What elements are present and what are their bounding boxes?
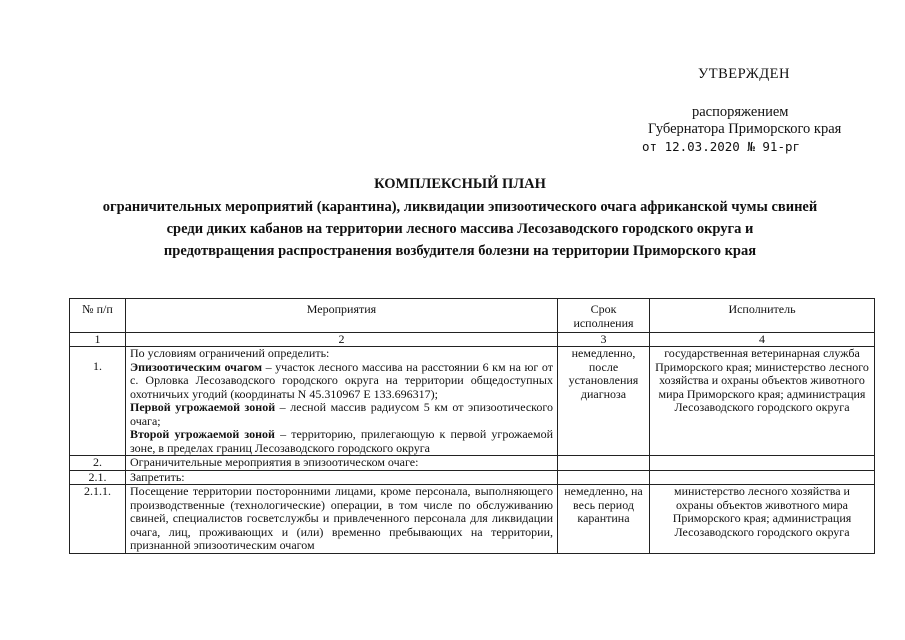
row-item-term: Второй угрожаемой зоной (130, 427, 275, 441)
column-number-1: 1 (70, 333, 126, 347)
row-number: 1. (70, 347, 126, 456)
column-number-4: 4 (650, 333, 875, 347)
row-deadline (558, 456, 650, 471)
header-executor: Исполнитель (650, 299, 875, 333)
table-row (70, 347, 875, 456)
row-item-text: – лесной массив радиусом 5 км от эпизоотического очага; (130, 400, 553, 428)
approval-governor-line: Губернатора Приморского края (648, 121, 842, 137)
approval-decree-line: распоряжением (692, 104, 789, 120)
row-executor: министерство лесного хозяйства и охраны объектов животного мира Приморского края; администрация Лесозаводского городского округа (650, 485, 875, 554)
column-number-2: 2 (126, 333, 558, 347)
plan-subtitle-line-3: предотвращения распространения возбудителя болезни на территории Приморского края (163, 243, 757, 259)
header-measures: Мероприятия (126, 299, 558, 333)
approval-heading: УТВЕРЖДЕН (698, 66, 790, 82)
row-number: 2.1. (70, 470, 126, 485)
table-row (70, 485, 875, 554)
table-row (70, 456, 875, 471)
plan-subtitle-line-2: среди диких кабанов на территории лесного массива Лесозаводского городского округа и (166, 221, 754, 237)
row-measure (126, 347, 558, 456)
row-executor (650, 456, 875, 471)
header-number: № п/п (70, 299, 126, 333)
row-executor (650, 470, 875, 485)
column-number-row (70, 333, 875, 347)
row-item (130, 361, 553, 402)
plan-title: КОМПЛЕКСНЫЙ ПЛАН (374, 176, 546, 192)
row-deadline: немедленно, на весь период карантина (558, 485, 650, 554)
row-deadline: немедленно, после установления диагноза (558, 347, 650, 456)
row-item (130, 401, 553, 428)
row-measure: Посещение территории посторонними лицами, кроме персонала, выполняющего производственные (технологические) операции, в том числе по обслуживанию свиней, специалистов госветслужбы и привлеченного персонала для ликвидации очага, лиц, проживающих и (или) временно пребывающих на территории, признанной эпизоотическим очагом (126, 485, 558, 554)
row-item-term: Первой угрожаемой зоной (130, 400, 276, 414)
table-row (70, 470, 875, 485)
row-intro: По условиям ограничений определить: (130, 346, 330, 360)
approval-date-number: от 12.03.2020 № 91-рг (642, 139, 801, 154)
column-number-3: 3 (558, 333, 650, 347)
row-item-text: – территорию, прилегающую к первой угрожаемой зоне, в пределах границ Лесозаводского городского округа (130, 427, 553, 455)
row-measure: Ограничительные мероприятия в эпизоотическом очаге: (126, 456, 558, 471)
plan-subtitle-line-1: ограничительных мероприятий (карантина), ликвидации эпизоотического очага африканской чумы свиней (102, 199, 818, 215)
row-item-text: – участок лесного массива на расстоянии 6 км на юг от с. Орловка Лесозаводского городского округа на территории общедоступных охотничьих угодий (координаты N 45.310967 E 133.696317); (130, 359, 553, 401)
table-header-row (70, 299, 875, 333)
document-title (40, 173, 880, 262)
row-number: 2. (70, 456, 126, 471)
plan-table (69, 298, 875, 554)
row-number: 2.1.1. (70, 485, 126, 554)
row-measure: Запретить: (126, 470, 558, 485)
row-item (130, 428, 553, 455)
row-deadline (558, 470, 650, 485)
row-item-term: Эпизоотическим очагом (130, 359, 263, 374)
header-deadline: Срок исполнения (558, 299, 650, 333)
row-executor: государственная ветеринарная служба Приморского края; министерство лесного хозяйства и охраны объектов животного мира Приморского края; администрация Лесозаводского городского округа (650, 347, 875, 456)
